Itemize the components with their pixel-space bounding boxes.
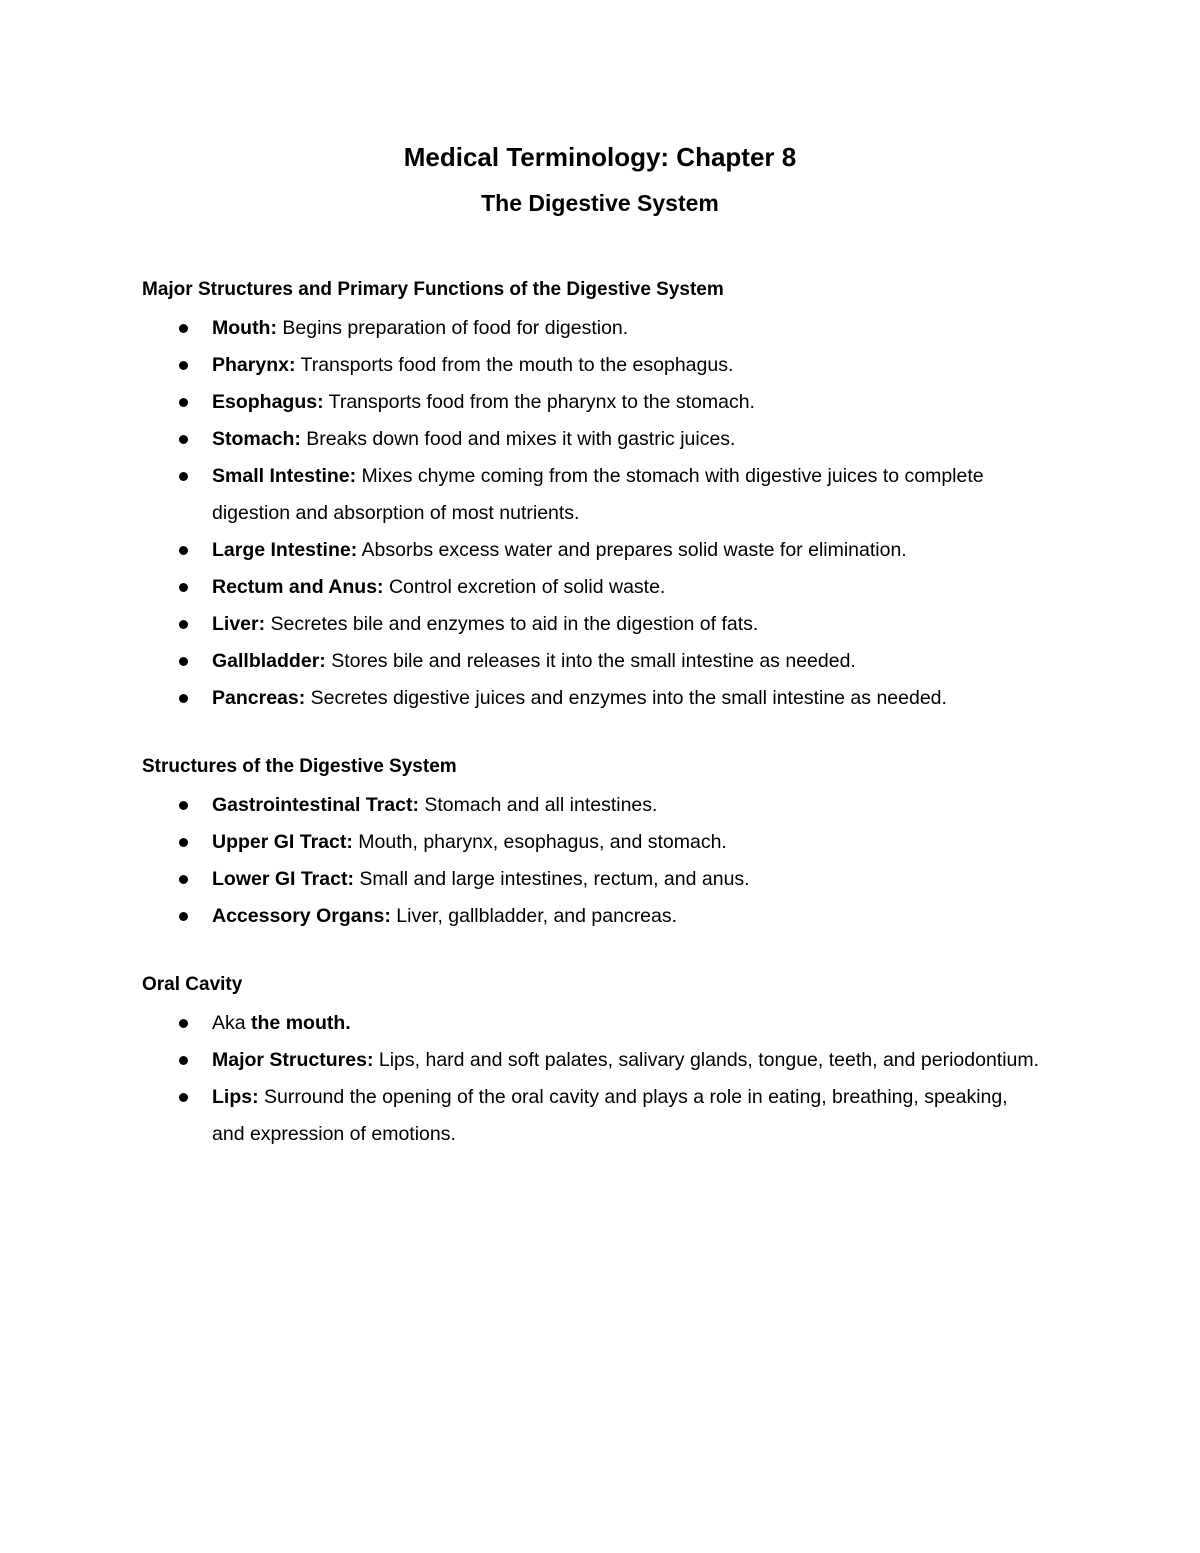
list-item	[142, 1005, 1042, 1042]
item-text: Breaks down food and mixes it with gastric juices.	[300, 428, 736, 450]
bullet-icon	[179, 435, 188, 444]
item-text: Control excretion of solid waste.	[383, 576, 666, 598]
item-text: Stomach and all intestines.	[418, 794, 658, 816]
section-structures	[142, 753, 1042, 935]
section-heading: Structures of the Digestive System	[142, 756, 457, 777]
list-item	[142, 532, 1042, 569]
item-term: Large Intestine:	[212, 539, 358, 561]
item-term: Upper GI Tract:	[212, 831, 353, 853]
section-heading: Oral Cavity	[142, 974, 243, 995]
item-text: Mixes chyme coming from the stomach with digestive juices to complete digestion and absorption of most nutrients.	[212, 465, 984, 524]
item-term: Accessory Organs:	[212, 905, 391, 927]
bullet-icon	[179, 620, 188, 629]
item-text: Small and large intestines, rectum, and anus.	[353, 868, 750, 890]
item-text: Surround the opening of the oral cavity and plays a role in eating, breathing, speaking, and expression of emotions.	[212, 1086, 1008, 1145]
item-term: Gastrointestinal Tract:	[212, 794, 419, 816]
section-heading: Major Structures and Primary Functions of the Digestive System	[142, 279, 724, 300]
item-text: Transports food from the pharynx to the stomach.	[323, 391, 755, 413]
item-text: Begins preparation of food for digestion.	[276, 317, 629, 339]
item-term: Lower GI Tract:	[212, 868, 354, 890]
item-text: Secretes bile and enzymes to aid in the digestion of fats.	[265, 613, 759, 635]
bullet-icon	[179, 657, 188, 666]
item-term: Pharynx:	[212, 354, 296, 376]
bullet-icon	[179, 838, 188, 847]
item-term: Small Intestine:	[212, 465, 357, 487]
item-term: Rectum and Anus:	[212, 576, 384, 598]
list-item	[142, 861, 1042, 898]
section-oral-cavity	[142, 971, 1042, 1153]
bullet-icon	[179, 801, 188, 810]
bullet-icon	[179, 583, 188, 592]
item-text: Stores bile and releases it into the small intestine as needed.	[325, 650, 856, 672]
item-term: Liver:	[212, 613, 266, 635]
list-item	[142, 1042, 1042, 1079]
item-text: Absorbs excess water and prepares solid waste for elimination.	[357, 539, 907, 561]
item-term: Mouth:	[212, 317, 277, 339]
item-text: Transports food from the mouth to the esophagus.	[295, 354, 734, 376]
document-title: Medical Terminology: Chapter 8	[403, 142, 797, 172]
document-subtitle: The Digestive System	[481, 190, 719, 216]
list-item	[142, 310, 1042, 347]
bullet-icon	[179, 361, 188, 370]
item-term: Gallbladder:	[212, 650, 326, 672]
list-item	[142, 680, 1042, 717]
bullet-list	[142, 1005, 1042, 1153]
item-text: Mouth, pharynx, esophagus, and stomach.	[352, 831, 727, 853]
bullet-icon	[179, 398, 188, 407]
list-item	[142, 458, 1042, 532]
bullet-icon	[179, 324, 188, 333]
item-term: Pancreas:	[212, 687, 306, 709]
bullet-list	[142, 310, 1042, 717]
bullet-list	[142, 787, 1042, 935]
bullet-icon	[179, 1093, 188, 1102]
bullet-icon	[179, 546, 188, 555]
list-item	[142, 569, 1042, 606]
list-item	[142, 1079, 1042, 1153]
bullet-icon	[179, 912, 188, 921]
list-item	[142, 421, 1042, 458]
item-term: Lips:	[212, 1086, 259, 1108]
bullet-icon	[179, 1019, 188, 1028]
list-item	[142, 787, 1042, 824]
bullet-icon	[179, 875, 188, 884]
list-item	[142, 824, 1042, 861]
item-term: Esophagus:	[212, 391, 324, 413]
item-text: Secretes digestive juices and enzymes into the small intestine as needed.	[305, 687, 947, 709]
item-text: Liver, gallbladder, and pancreas.	[390, 905, 678, 927]
bullet-icon	[179, 472, 188, 481]
item-term: Major Structures:	[212, 1049, 374, 1071]
bullet-icon	[179, 694, 188, 703]
list-item	[142, 606, 1042, 643]
item-term: Stomach:	[212, 428, 301, 450]
bullet-icon	[179, 1056, 188, 1065]
item-term: the mouth.	[251, 1012, 351, 1034]
list-item	[142, 347, 1042, 384]
section-major-structures	[142, 276, 1042, 717]
list-item	[142, 643, 1042, 680]
list-item	[142, 898, 1042, 935]
item-text: Lips, hard and soft palates, salivary glands, tongue, teeth, and periodontium.	[373, 1049, 1040, 1071]
document-content	[142, 276, 1042, 1189]
item-prefix: Aka	[212, 1012, 252, 1034]
list-item	[142, 384, 1042, 421]
